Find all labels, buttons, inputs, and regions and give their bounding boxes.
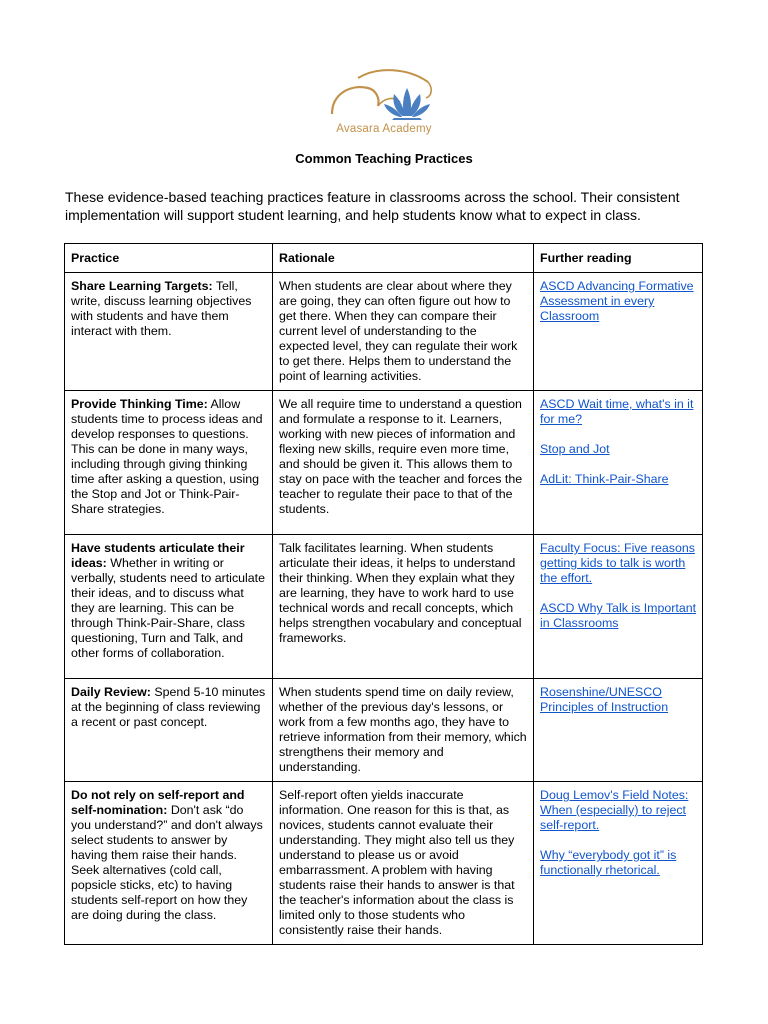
table-row xyxy=(65,535,703,679)
header-practice: Practice xyxy=(65,244,273,273)
practice-title: Have students articulate their ideas: xyxy=(71,541,245,570)
practice-title: Daily Review: xyxy=(71,685,151,699)
practice-text: Allow students time to process ideas and develop responses to questions. This can be done in many ways, including through giving thinking time after asking a question, using the Stop and Jot or Think-Pair-Share strategies. xyxy=(71,397,263,516)
table-row xyxy=(65,782,703,945)
practice-title: Provide Thinking Time: xyxy=(71,397,208,411)
practice-text: Whether in writing or verbally, students need to articulate their ideas, and to discuss what they are learning. This can be through Think-Pair-Share, class questioning, Turn and Talk, and other forms of collaboration. xyxy=(71,556,266,660)
reading-link[interactable]: AdLit: Think-Pair-Share xyxy=(540,472,669,486)
table-row xyxy=(65,679,703,782)
table-row xyxy=(65,273,703,391)
rationale-cell: We all require time to understand a question and formulate a response to it. Learners, working with new pieces of information and flexing new skills, require even more time, and should be given it. This allows them to stay on pace with the teacher and forces the teacher to regulate their pace to that of the students. xyxy=(273,391,534,535)
rationale-cell: Talk facilitates learning. When students articulate their ideas, it helps to understand their thinking. When they explain what they are learning, they have to work hard to use technical words and recall concepts, which helps strengthen vocabulary and conceptual frameworks. xyxy=(273,535,534,679)
reading-link[interactable]: Faculty Focus: Five reasons getting kids to talk is worth the effort. xyxy=(540,541,695,585)
practice-title: Share Learning Targets: xyxy=(71,279,213,293)
further-reading-cell xyxy=(534,782,703,945)
reading-link[interactable]: ASCD Why Talk is Important in Classrooms xyxy=(540,601,697,630)
avasara-logo xyxy=(328,68,440,140)
practice-text: Don't ask “do you understand?” and don't always select students to answer by having them raise their hands. Seek alternatives (cold call, popsicle sticks, etc) to having students self-report on how they are doing during the class. xyxy=(71,803,263,922)
practice-cell xyxy=(65,273,273,391)
practice-title: Do not rely on self-report and self-nomination: xyxy=(71,788,245,817)
reading-link[interactable]: ASCD Wait time, what's in it for me? xyxy=(540,397,694,426)
further-reading-cell xyxy=(534,679,703,782)
reading-link[interactable]: Why “everybody got it” is functionally rhetorical. xyxy=(540,848,677,877)
reading-link[interactable]: Stop and Jot xyxy=(540,442,610,456)
rationale-cell: When students spend time on daily review, whether of the previous day's lessons, or work from a few months ago, they have to retrieve information from their memory, which strengthens their memory and understanding. xyxy=(273,679,534,782)
practice-cell xyxy=(65,535,273,679)
table-row xyxy=(65,391,703,535)
practice-text: Spend 5-10 minutes at the beginning of class reviewing a recent or past concept. xyxy=(71,685,266,729)
practices-table xyxy=(64,243,703,945)
rationale-cell: When students are clear about where they are going, they can often figure out how to get there. When they can compare their current level of understanding to the expected level, they can regulate their work to get there. Helps them to understand the point of learning activities. xyxy=(273,273,534,391)
practice-cell xyxy=(65,782,273,945)
intro-paragraph: These evidence-based teaching practices feature in classrooms across the school. Their consistent implementation will support student learning, and help students know what to expect in class. xyxy=(65,189,680,223)
reading-link[interactable]: Doug Lemov's Field Notes: When (especially) to reject self-report. xyxy=(540,788,689,832)
page-title: Common Teaching Practices xyxy=(295,151,473,166)
further-reading-cell xyxy=(534,535,703,679)
practice-cell xyxy=(65,679,273,782)
further-reading-cell xyxy=(534,391,703,535)
logo-text: Avasara Academy xyxy=(336,123,432,135)
practice-cell xyxy=(65,391,273,535)
practice-text: Tell, write, discuss learning objectives with students and have them interact with them. xyxy=(71,279,252,338)
lotus-logo-icon xyxy=(328,68,440,124)
table-header-row xyxy=(65,244,703,273)
header-further-reading: Further reading xyxy=(534,244,703,273)
reading-link[interactable]: Rosenshine/UNESCO Principles of Instruction xyxy=(540,685,669,714)
reading-link[interactable]: ASCD Advancing Formative Assessment in every Classroom xyxy=(540,279,694,323)
rationale-cell: Self-report often yields inaccurate information. One reason for this is that, as novices, students cannot evaluate their understanding. They might also tell us they understand to please us or avoid embarrassment. A problem with having students raise their hands to answer is that the teacher's information about the class is limited only to those students who consistently raise their hands. xyxy=(273,782,534,945)
further-reading-cell xyxy=(534,273,703,391)
header-rationale: Rationale xyxy=(273,244,534,273)
